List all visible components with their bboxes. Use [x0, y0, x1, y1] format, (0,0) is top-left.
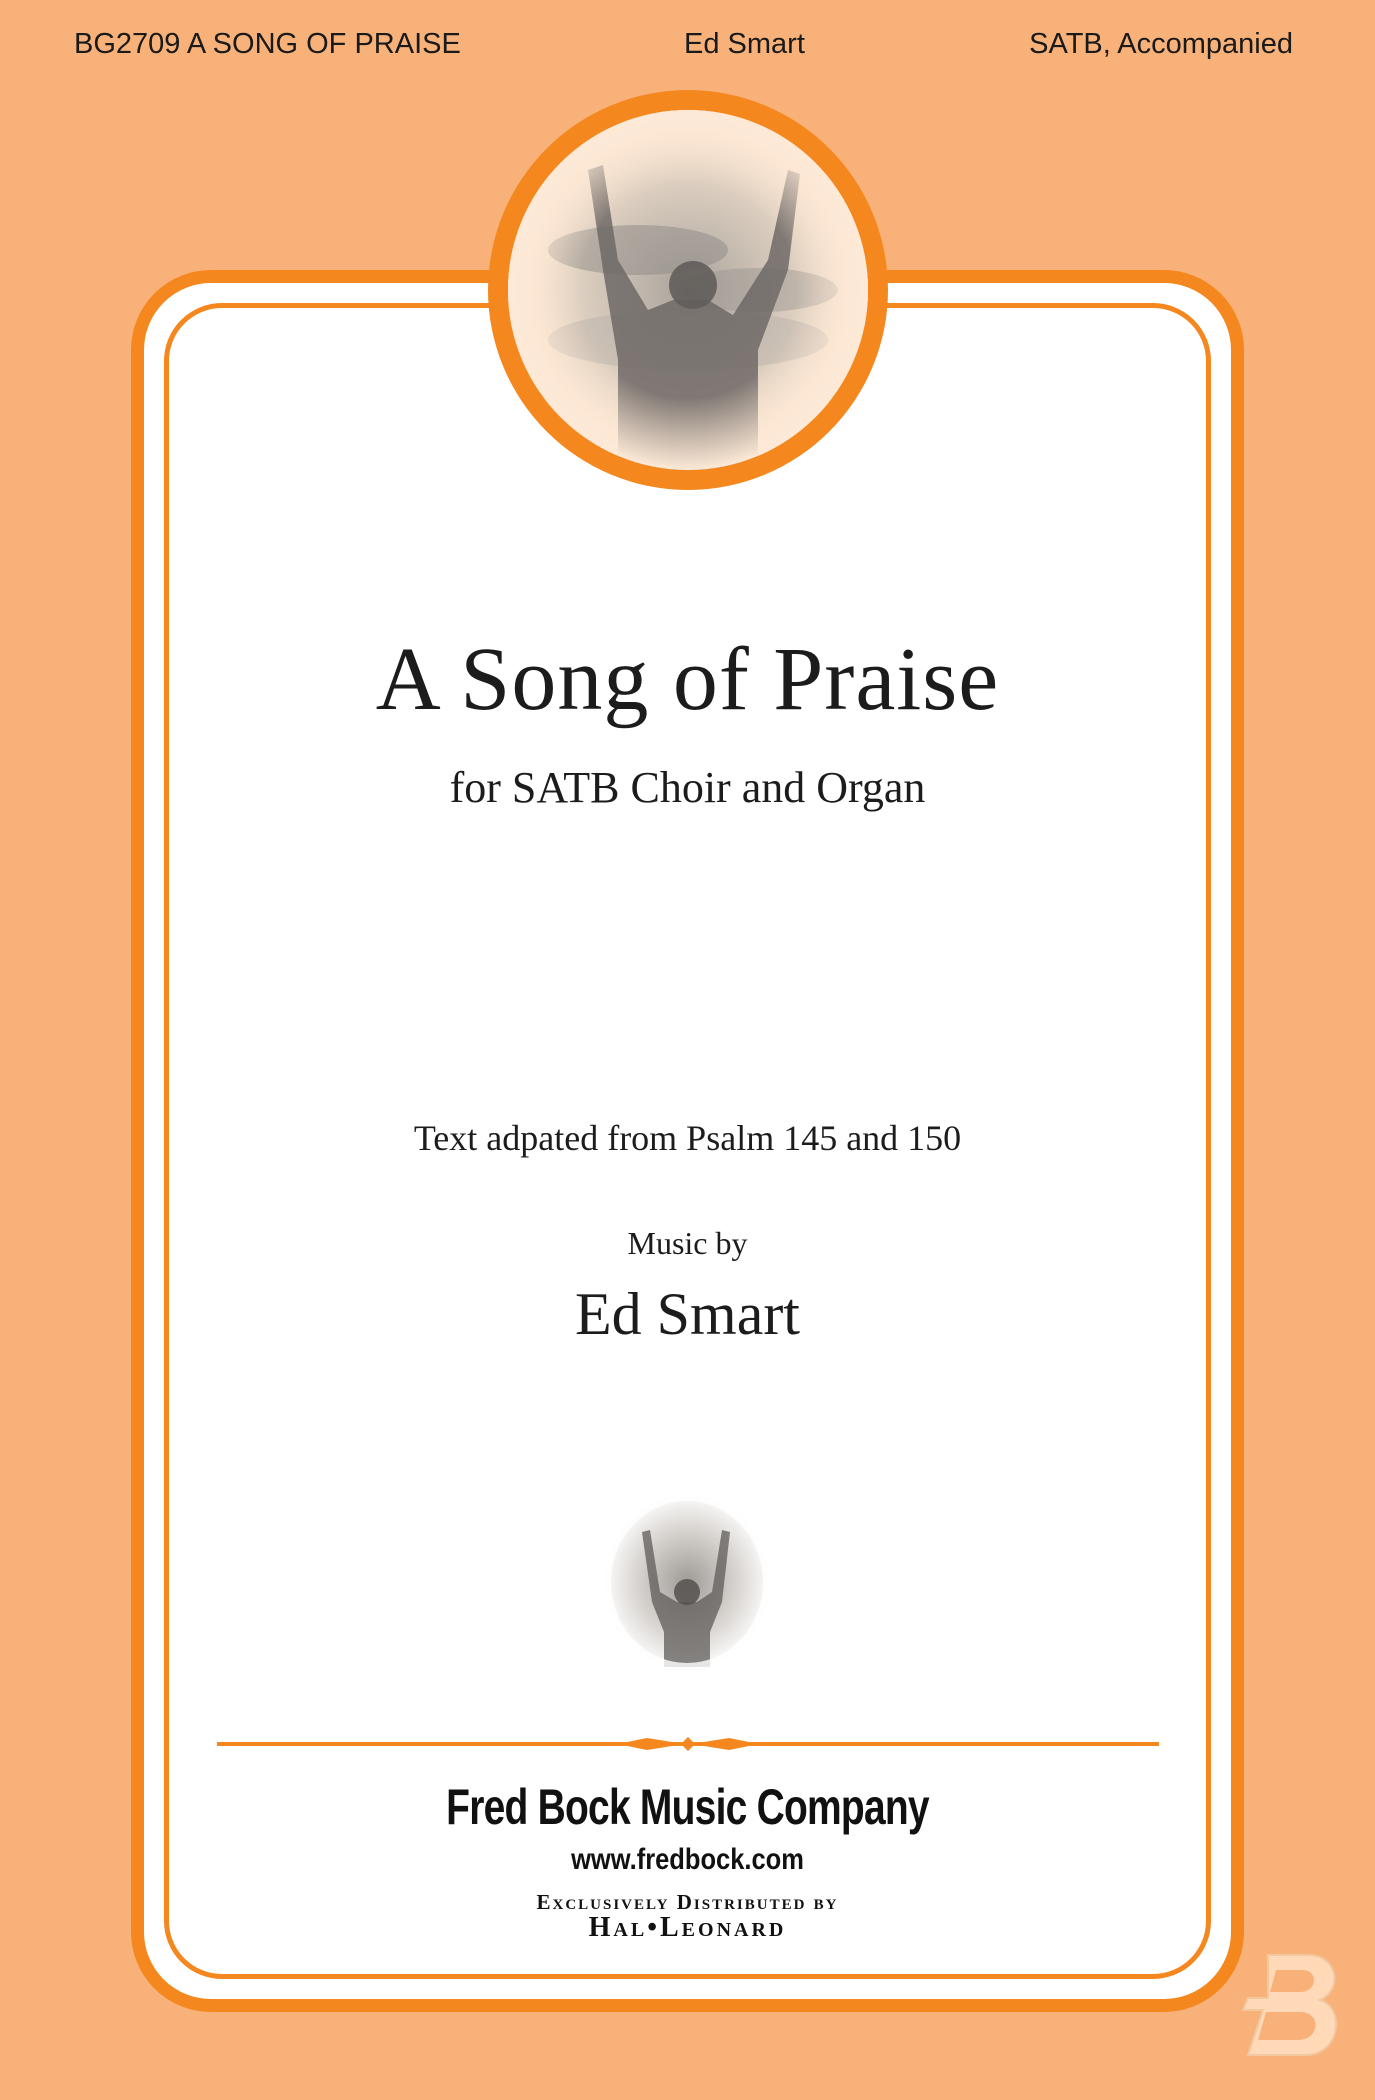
header-composer: Ed Smart [684, 28, 805, 60]
cover-subtitle: for SATB Choir and Organ [449, 763, 926, 812]
publisher-website[interactable]: www.fredbock.com [571, 1843, 804, 1876]
music-by-label: Music by [627, 1225, 748, 1261]
text-credit: Text adpated from Psalm 145 and 150 [413, 1118, 962, 1158]
small-praising-figure-image [602, 1492, 772, 1672]
praising-figure-image [508, 110, 868, 470]
catalog-title: BG2709 A SONG OF PRAISE [74, 28, 461, 60]
publisher-name: Fred Bock Music Company [446, 1779, 929, 1835]
medallion-image [508, 110, 868, 470]
composer-name: Ed Smart [575, 1281, 800, 1347]
cover-title: A Song of Praise [375, 630, 1000, 729]
distribution-note: Exclusively Distributed by [536, 1890, 839, 1914]
header-bar [0, 28, 1375, 68]
header-voicing: SATB, Accompanied [1029, 28, 1293, 60]
distributor-name: Hal•Leonard [588, 1912, 787, 1943]
ornamental-divider [217, 1732, 1159, 1756]
fred-bock-logo-icon [1228, 1950, 1348, 2060]
